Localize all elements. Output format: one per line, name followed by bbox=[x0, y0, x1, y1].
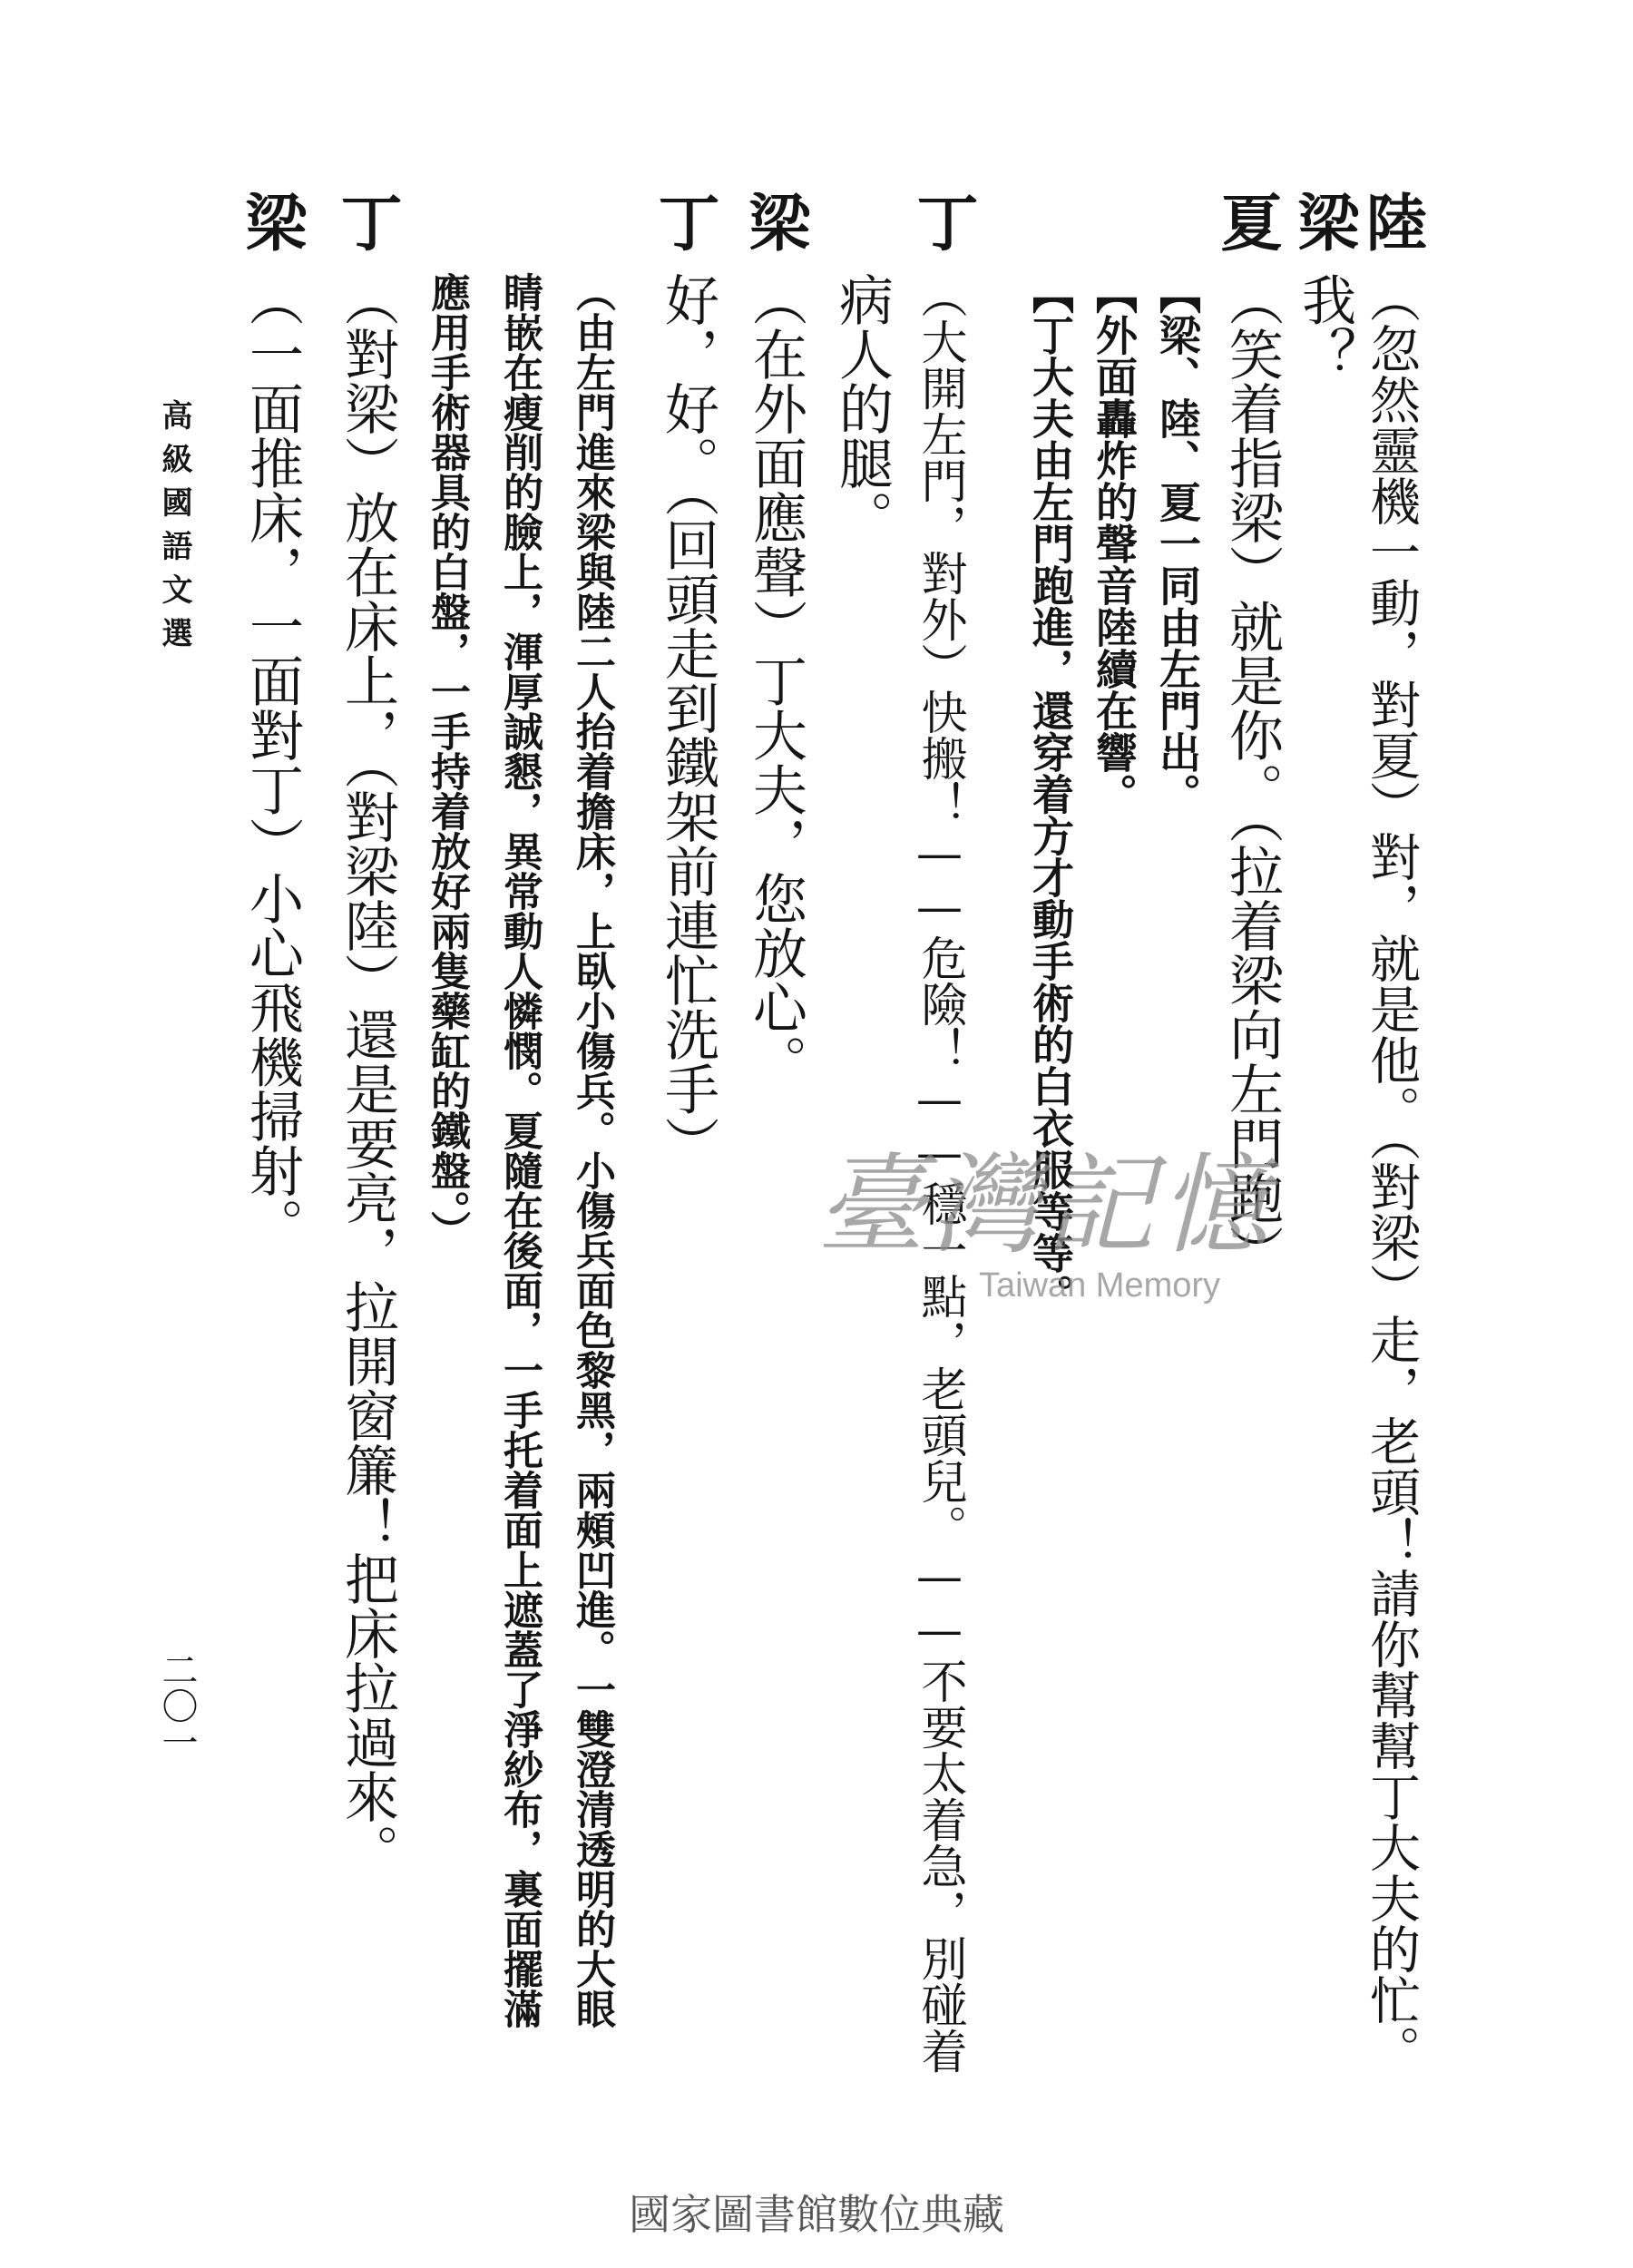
speaker-ding: 丁 bbox=[330, 191, 403, 252]
dialogue-line: （一面推床，一面對丁）小心飛機掃射。 bbox=[240, 272, 304, 1252]
speaker-ding: 丁 bbox=[906, 191, 979, 252]
dialogue-line: 病人的腿。 bbox=[830, 272, 894, 544]
stage-direction: 睛嵌在瘦削的臉上，渾厚誠懇，異常動人憐憫。夏隨在後面，一手托着面上遮蓋了淨紗布，裏面擺滿 bbox=[496, 272, 543, 2028]
dialogue-line: （大開左門，對外）快搬！——危險！——穩一點，老頭兒。——不要太着急，別碰着 bbox=[913, 272, 966, 2074]
footer-collection-label: 國家圖書館數位典藏 bbox=[629, 2190, 1004, 2239]
watermark-english: Taiwan Memory bbox=[978, 1266, 1221, 1305]
stage-direction: 應用手術器具的白盤，一手持着放好兩隻藥缸的鐵盤。） bbox=[424, 272, 470, 1250]
stage-direction: 【丁大夫由左門跑進，還穿着方才動手術的白衣服等等。 bbox=[1026, 272, 1075, 1315]
stage-direction: （由左門進來梁與陸二人抬着擔床，上臥小傷兵。小傷兵面色黎黑，兩頰凹進。一雙澄清透明的大眼 bbox=[569, 272, 615, 2028]
dialogue-line: （忽然靈機一動，對夏）對，就是他。（對梁）走，老頭！請你幫幫丁大夫的忙。 bbox=[1362, 272, 1421, 2076]
watermark bbox=[816, 1143, 1274, 1305]
stage-direction: 【外面轟炸的聲音陸續在響。 bbox=[1090, 272, 1139, 815]
dialogue-line: （對梁）放在床上，（對梁陸）還是要亮，拉開窗簾！把床拉過來。 bbox=[336, 272, 399, 1878]
speaker-lu: 陸 bbox=[1355, 191, 1428, 252]
stage-direction: 【梁、陸、夏一同由左門出。 bbox=[1153, 272, 1202, 815]
running-title: 高級國語文選 bbox=[156, 399, 192, 660]
dialogue-line: 好，好。（回頭走到鐵架前連忙洗手） bbox=[656, 272, 719, 1170]
speaker-liang: 梁 bbox=[738, 191, 811, 252]
speaker-ding: 丁 bbox=[648, 191, 720, 252]
dialogue-line: （笑着指梁）就是你。（拉着梁向左門跑） bbox=[1220, 272, 1284, 1279]
dialogue-line: （在外面應聲）丁大夫，您放心。 bbox=[744, 272, 807, 1089]
speaker-liang: 梁 bbox=[235, 191, 308, 252]
speaker-xia: 夏 bbox=[1210, 191, 1283, 252]
watermark-chinese: 臺灣記憶 bbox=[816, 1143, 1274, 1269]
dialogue-line: 我？ bbox=[1293, 272, 1356, 381]
speaker-liang: 梁 bbox=[1287, 191, 1360, 252]
page-number: 二〇一 bbox=[156, 1651, 198, 1760]
